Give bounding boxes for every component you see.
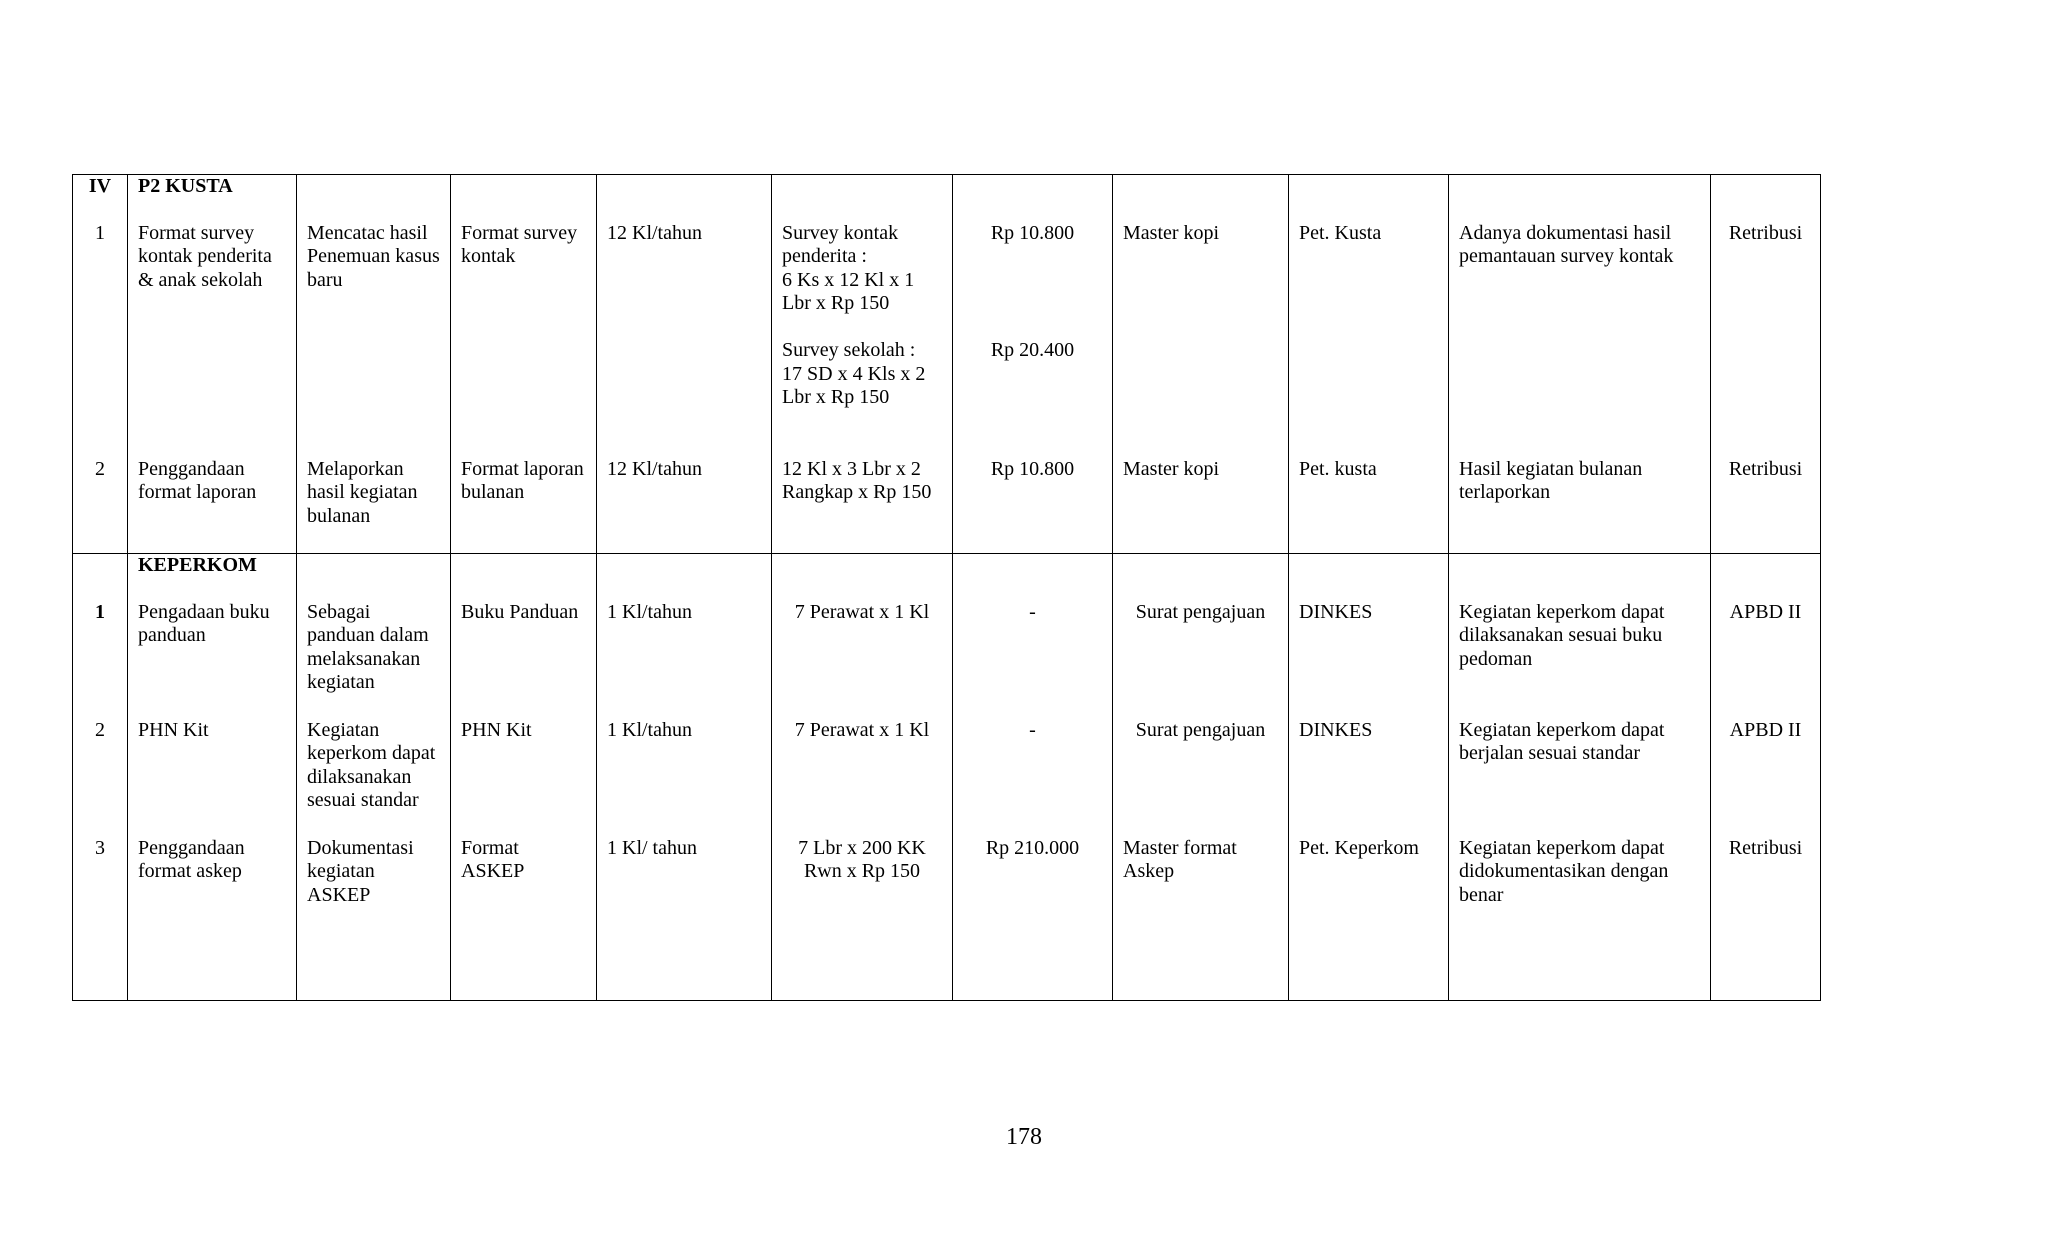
cost-cell: -	[953, 601, 1113, 719]
indicator-cell: Kegiatan keperkom dapat berjalan sesuai standar	[1449, 719, 1711, 837]
table-row	[73, 837, 1821, 1001]
item-cell: Pengadaan buku panduan	[128, 601, 297, 719]
activity-plan-table	[72, 174, 1821, 1001]
source-cell: Surat pengajuan	[1113, 601, 1289, 719]
volume-cell: 1 Kl/tahun	[597, 719, 772, 837]
calculation-cell: 12 Kl x 3 Lbr x 2 Rangkap x Rp 150	[772, 458, 953, 554]
calculation-cell: 7 Perawat x 1 Kl	[772, 601, 953, 719]
row-number: 3	[73, 837, 128, 1001]
cost-cell: Rp 210.000	[953, 837, 1113, 1001]
output-cell: Format survey kontak	[451, 222, 597, 458]
calc-line: 17 SD x 4 Kls x 2 Lbr x Rp 150	[782, 362, 926, 408]
volume-cell: 12 Kl/tahun	[597, 222, 772, 458]
item-cell: Format survey kontak penderita & anak sekolah	[128, 222, 297, 458]
pic-cell: Pet. Kusta	[1289, 222, 1449, 458]
cost-cell: -	[953, 719, 1113, 837]
purpose-cell: Dokumentasi kegiatan ASKEP	[297, 837, 451, 1001]
row-number: 2	[73, 719, 128, 837]
source-cell: Master kopi	[1113, 222, 1289, 458]
row-number: 1	[73, 222, 128, 458]
section-number: IV	[73, 175, 128, 222]
item-cell: Penggandaan format askep	[128, 837, 297, 1001]
calc-line: 6 Ks x 12 Kl x 1 Lbr x Rp 150	[782, 268, 915, 314]
calculation-cell	[772, 222, 953, 458]
section-header-row	[73, 175, 1821, 222]
cost-value: Rp 20.400	[990, 339, 1075, 361]
cost-value: Rp 10.800	[990, 221, 1075, 244]
section-title: P2 KUSTA	[128, 175, 297, 222]
pic-cell: DINKES	[1289, 719, 1449, 837]
cost-cell	[953, 222, 1113, 458]
calculation-cell: 7 Perawat x 1 Kl	[772, 719, 953, 837]
indicator-cell: Hasil kegiatan bulanan terlaporkan	[1449, 458, 1711, 554]
section-number	[73, 554, 128, 601]
purpose-cell: Kegiatan keperkom dapat dilaksanakan sesuai standar	[297, 719, 451, 837]
calculation-cell: 7 Lbr x 200 KK Rwn x Rp 150	[772, 837, 953, 1001]
funding-cell: Retribusi	[1711, 458, 1821, 554]
item-cell: Penggandaan format laporan	[128, 458, 297, 554]
source-cell: Master kopi	[1113, 458, 1289, 554]
output-cell: Format ASKEP	[451, 837, 597, 1001]
indicator-cell: Adanya dokumentasi hasil pemantauan survey kontak	[1449, 222, 1711, 458]
cost-cell: Rp 10.800	[953, 458, 1113, 554]
funding-cell: Retribusi	[1711, 222, 1821, 458]
indicator-cell: Kegiatan keperkom dapat didokumentasikan dengan benar	[1449, 837, 1711, 1001]
row-number: 2	[73, 458, 128, 554]
pic-cell: Pet. Keperkom	[1289, 837, 1449, 1001]
volume-cell: 1 Kl/tahun	[597, 601, 772, 719]
volume-cell: 12 Kl/tahun	[597, 458, 772, 554]
item-cell: PHN Kit	[128, 719, 297, 837]
source-cell: Master format Askep	[1113, 837, 1289, 1001]
section-title: KEPERKOM	[128, 554, 297, 601]
output-cell: PHN Kit	[451, 719, 597, 837]
purpose-cell: Mencatac hasil Penemuan kasus baru	[297, 222, 451, 458]
table-row	[73, 458, 1821, 554]
volume-cell: 1 Kl/ tahun	[597, 837, 772, 1001]
calc-line: Survey sekolah :	[782, 339, 916, 361]
funding-cell: Retribusi	[1711, 837, 1821, 1001]
page-number: 178	[1006, 1124, 1042, 1150]
purpose-cell: Melaporkan hasil kegiatan bulanan	[297, 458, 451, 554]
pic-cell: Pet. kusta	[1289, 458, 1449, 554]
output-cell: Buku Panduan	[451, 601, 597, 719]
table-row	[73, 601, 1821, 719]
pic-cell: DINKES	[1289, 601, 1449, 719]
section-header-row	[73, 554, 1821, 601]
row-number: 1	[73, 601, 128, 719]
table-row	[73, 719, 1821, 837]
calc-line: Survey kontak penderita :	[782, 221, 899, 267]
output-cell: Format laporan bulanan	[451, 458, 597, 554]
purpose-cell: Sebagai panduan dalam melaksanakan kegiatan	[297, 601, 451, 719]
source-cell: Surat pengajuan	[1113, 719, 1289, 837]
funding-cell: APBD II	[1711, 719, 1821, 837]
indicator-cell: Kegiatan keperkom dapat dilaksanakan sesuai buku pedoman	[1449, 601, 1711, 719]
funding-cell: APBD II	[1711, 601, 1821, 719]
table-row	[73, 222, 1821, 458]
